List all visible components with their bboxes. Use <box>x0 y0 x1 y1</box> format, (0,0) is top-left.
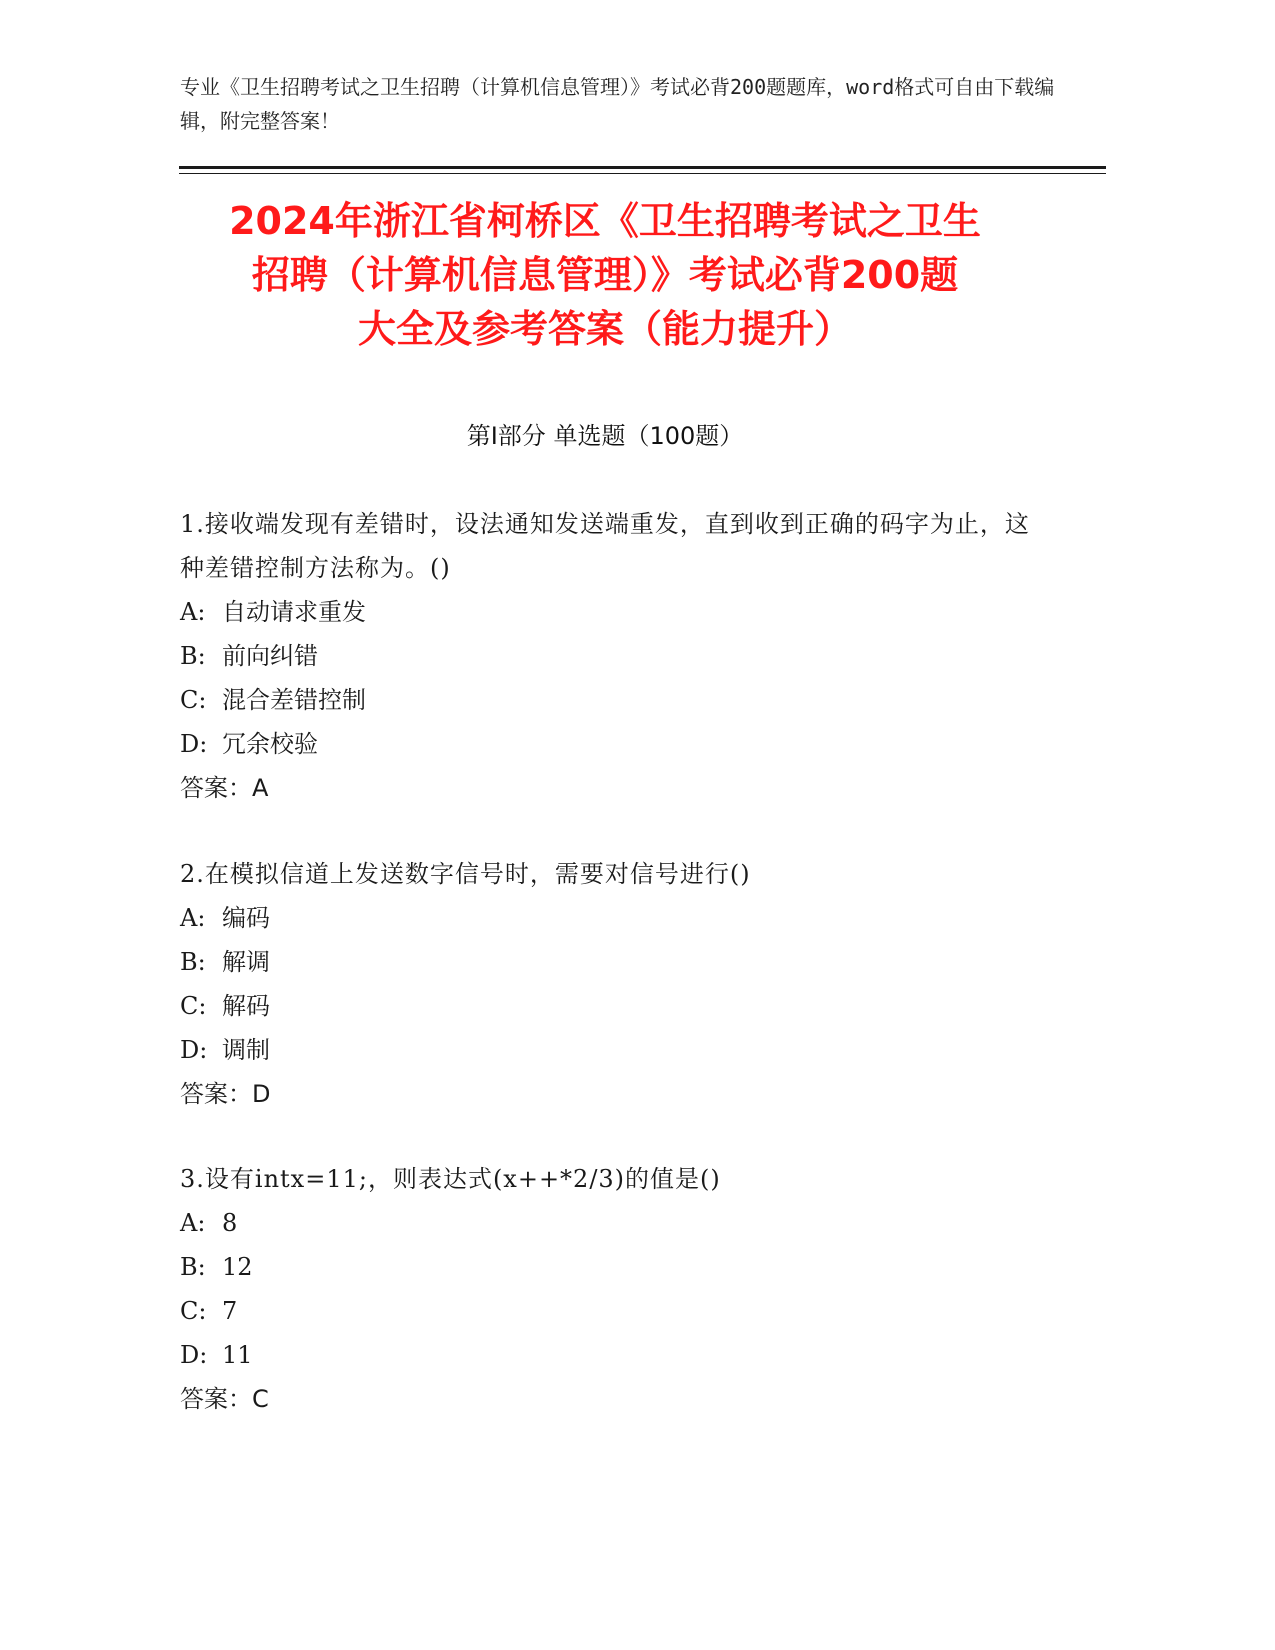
option-b <box>180 1245 1040 1289</box>
option-text: 8 <box>222 1209 238 1237</box>
option-text: 12 <box>222 1253 253 1281</box>
option-letter: C: <box>180 1297 207 1325</box>
option-text: 解调 <box>222 948 270 976</box>
option-letter: C: <box>180 686 207 714</box>
header-divider-thin <box>179 173 1106 174</box>
option-d <box>180 1333 1040 1377</box>
header-note: 专业《卫生招聘考试之卫生招聘（计算机信息管理）》考试必背200题题库，word格式可自由下载编辑，附完整答案！ <box>180 75 1055 133</box>
title-line-3: 大全及参考答案（能力提升） <box>357 307 852 351</box>
option-b <box>180 634 1040 678</box>
option-letter: D: <box>180 730 208 758</box>
option-letter: B: <box>180 948 206 976</box>
option-text: 7 <box>222 1297 238 1325</box>
option-text: 自动请求重发 <box>222 598 366 626</box>
option-letter: B: <box>180 1253 206 1281</box>
option-text: 解码 <box>222 992 270 1020</box>
question-1 <box>180 502 1040 810</box>
option-letter: D: <box>180 1036 208 1064</box>
question-stem: 1.接收端发现有差错时，设法通知发送端重发，直到收到正确的码字为止，这种差错控制方法称为。() <box>180 510 1030 582</box>
question-3 <box>180 1157 1040 1421</box>
option-d <box>180 722 1040 766</box>
option-text: 编码 <box>222 904 270 932</box>
option-letter: D: <box>180 1341 208 1369</box>
question-2 <box>180 852 1040 1116</box>
option-c <box>180 1289 1040 1333</box>
title-line-1: 2024年浙江省柯桥区《卫生招聘考试之卫生 <box>229 199 981 243</box>
option-a <box>180 896 1040 940</box>
option-b <box>180 940 1040 984</box>
option-a <box>180 1201 1040 1245</box>
option-c <box>180 678 1040 722</box>
section-title: 第Ⅰ部分 单选题（100题） <box>466 422 744 450</box>
option-letter: A: <box>180 1209 206 1237</box>
option-text: 调制 <box>222 1036 270 1064</box>
header-divider-thick <box>179 166 1106 169</box>
option-letter: A: <box>180 904 206 932</box>
answer-text: 答案：A <box>180 774 269 802</box>
option-text: 冗余校验 <box>222 730 318 758</box>
answer-text: 答案：D <box>180 1080 271 1108</box>
option-c <box>180 984 1040 1028</box>
option-letter: C: <box>180 992 207 1020</box>
question-stem: 3.设有intx=11;，则表达式(x++*2/3)的值是() <box>180 1165 721 1193</box>
option-text: 前向纠错 <box>222 642 318 670</box>
option-d <box>180 1028 1040 1072</box>
question-stem: 2.在模拟信道上发送数字信号时，需要对信号进行() <box>180 860 751 888</box>
option-a <box>180 590 1040 634</box>
answer-text: 答案：C <box>180 1385 269 1413</box>
title-line-2: 招聘（计算机信息管理）》考试必背200题 <box>251 253 959 297</box>
option-text: 混合差错控制 <box>222 686 366 714</box>
option-text: 11 <box>222 1341 253 1369</box>
document-title <box>170 194 1040 356</box>
option-letter: B: <box>180 642 206 670</box>
option-letter: A: <box>180 598 206 626</box>
